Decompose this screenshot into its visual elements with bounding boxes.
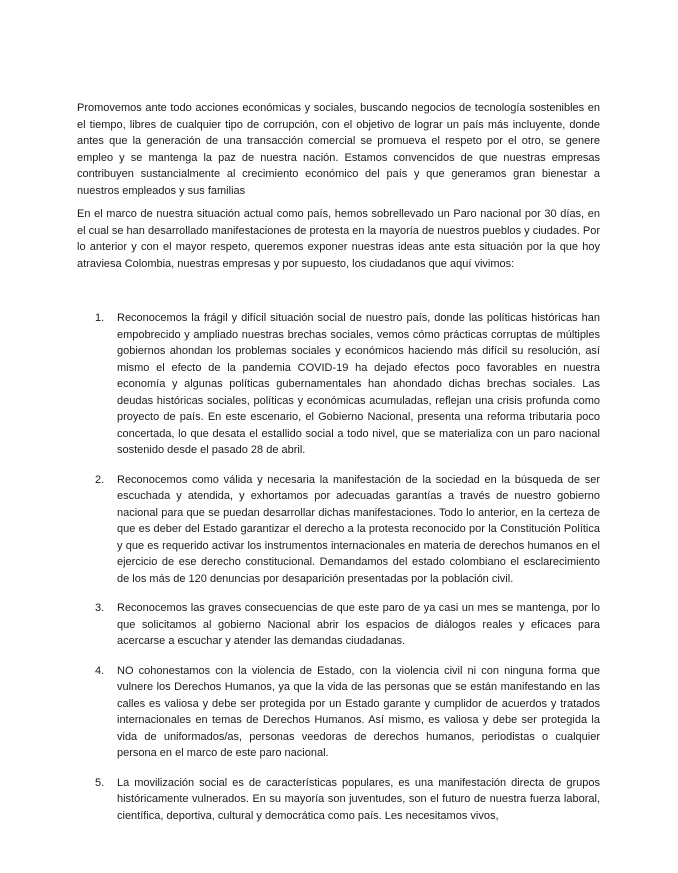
list-item-2 [77, 472, 600, 588]
list-item-4 [77, 663, 600, 762]
list-item-number: 1. [95, 312, 105, 324]
list-item-text: Reconocemos como válida y necesaria la manifestación de la sociedad en la búsqueda de ser escuchada y atendida, y exhortamos por adecuadas garantías a través de nuestro gobierno nacional para que se puedan desarrollar dichas manifestaciones. Todo lo anterior, en la certeza de que es deber del Estado garantizar el derecho a la protesta reconocido por la Constitución Política y que es requerido activar los instrumentos internacionales en materia de derechos humanos en el ejercicio de ese derecho constitucional. Demandamos del estado colombiano el esclarecimiento de los más de 120 denuncias por desaparición presentadas por la población civil. [117, 473, 600, 585]
intro-paragraph-2: En el marco de nuestra situación actual como país, hemos sobrellevado un Paro nacional por 30 días, en el cual se han desarrollado manifestaciones de protesta en la mayoría de nuestros pueblos y ciudades. Por lo anterior y con el mayor respeto, queremos exponer nuestras ideas ante esta situación por la que hoy atraviesa Colombia, nuestras empresas y por supuesto, los ciudadanos que aquí vivimos: [77, 208, 600, 270]
list-item-number: 2. [95, 473, 105, 486]
intro-paragraph-1: Promovemos ante todo acciones económicas y sociales, buscando negocios de tecnología sostenibles en el tiempo, libres de cualquier tipo de corrupción, con el objetivo de lograr un país más incluyente, donde antes que la generación de una transacción comercial se promueva el respeto por el otro, se genere empleo y se mantenga la paz de nuestra nación. Estamos convencidos de que nuestras empresas contribuyen sustancialmente al crecimiento económico del país y que generamos gran bienestar a nuestros empleados y sus familias [77, 102, 600, 197]
list-item-3 [77, 600, 600, 650]
list-item-text: La movilización social es de características populares, es una manifestación directa de grupos históricamente vulnerados. En su mayoría son juventudes, son el futuro de nuestra fuerza laboral, científica, deportiva, cultural y democrática como país. Les necesitamos vivos, [117, 776, 600, 822]
list-item-text: Reconocemos las graves consecuencias de que este paro de ya casi un mes se mantenga, por lo que solicitamos al gobierno Nacional abrir los espacios de diálogos reales y eficaces para acercarse a escuchar y atender las demandas ciudadanas. [117, 602, 600, 647]
list-item-text: Reconocemos la frágil y difícil situación social de nuestro país, donde las políticas históricas han empobrecido y ampliado nuestras brechas sociales, vemos cómo prácticas corruptas de múltiples gobiernos ahondan los problemas sociales y económicos haciendo más difícil su resolución, así mismo el efecto de la pandemia COVID-19 ha dejado efectos poco favorables en nuestra economía y algunas políticas gubernamentales han ahondado dichas brechas sociales. Las deudas históricas sociales, políticas y económicas acumuladas, reflejan una crisis profunda como proyecto de país. En este escenario, el Gobierno Nacional, presenta una reforma tributaria poco concertada, lo que desata el estallido social a todo nivel, que se materializa con un paro nacional sostenido desde el pasado 28 de abril. [117, 312, 600, 456]
list-item-number: 3. [95, 602, 105, 614]
list-item-number: 5. [95, 776, 105, 789]
list-item-5 [77, 775, 600, 825]
list-item-text: NO cohonestamos con la violencia de Estado, con la violencia civil ni con ninguna forma que vulnere los Derechos Humanos, ya que la vida de las personas que se están manifestando en las calles es valiosa y debe ser protegida por un Estado garante y cumplidor de acuerdos y tratados internacionales en temas de Derechos Humanos. Así mismo, es valiosa y debe ser protegida la vida de uniformados/as, personas veedoras de derechos humanos, periodistas o cualquier persona en el marco de este paro nacional. [117, 664, 600, 759]
list-item-1 [77, 310, 600, 459]
list-item-number: 4. [95, 664, 105, 677]
document-body [77, 100, 600, 837]
numbered-list [77, 310, 600, 824]
